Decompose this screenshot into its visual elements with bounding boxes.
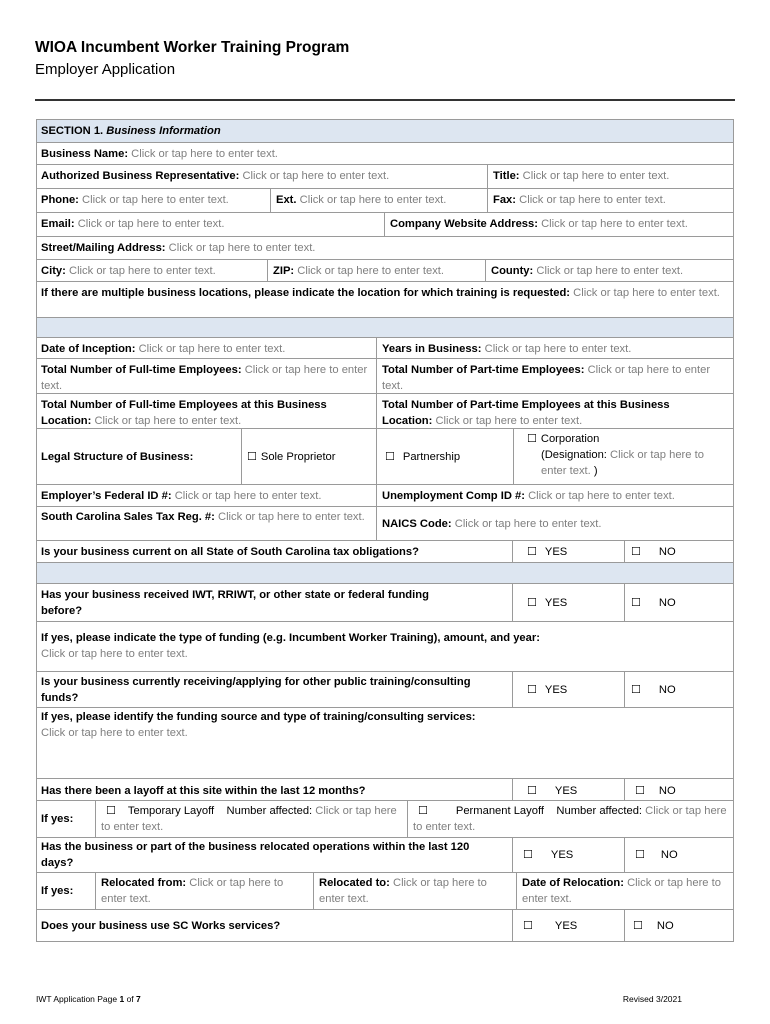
document-title: WIOA Incumbent Worker Training Program bbox=[35, 39, 350, 56]
section-1-header bbox=[36, 119, 734, 143]
section-prefix: SECTION 1. bbox=[41, 125, 104, 137]
tax-current-question: Is your business current on all State of South Carolina tax obligations? bbox=[36, 541, 513, 563]
funding-source-input[interactable]: Click or tap here to enter text. bbox=[41, 727, 188, 739]
prior-funding-no[interactable]: ☐ NO bbox=[625, 584, 734, 622]
relocated-question: Has the business or part of the business relocated operations within the last 120 days? bbox=[36, 838, 513, 873]
sc-works-no-checkbox[interactable]: ☐ bbox=[633, 918, 643, 932]
title-input[interactable]: Click or tap here to enter text. bbox=[522, 170, 670, 182]
sole-proprietor-option[interactable]: ☐ Sole Proprietor bbox=[242, 429, 377, 485]
parttime-employees-input[interactable]: Click or tap here to enter text. bbox=[382, 364, 711, 392]
section-spacer-2 bbox=[36, 563, 734, 584]
prior-funding-yes-checkbox[interactable]: ☐ bbox=[527, 595, 537, 609]
sales-tax-field[interactable]: South Carolina Sales Tax Reg. #: Click or tap here to enter text. bbox=[36, 507, 377, 541]
tax-current-no[interactable]: ☐ NO bbox=[625, 541, 734, 563]
zip-field[interactable]: ZIP: Click or tap here to enter text. bbox=[268, 260, 486, 282]
fax-field[interactable]: Fax: Click or tap here to enter text. bbox=[488, 189, 734, 213]
prior-funding-no-checkbox[interactable]: ☐ bbox=[631, 595, 641, 609]
federal-id-field[interactable]: Employer’s Federal ID #: Click or tap here to enter text. bbox=[36, 485, 377, 507]
receiving-other-question: Is your business currently receiving/applying for other public training/consulting funds? bbox=[36, 672, 513, 708]
website-input[interactable]: Click or tap here to enter text. bbox=[541, 218, 688, 230]
layoff-question: Has there been a layoff at this site within the last 12 months? bbox=[36, 779, 513, 801]
business-name-field[interactable]: Business Name: Click or tap here to enter text. bbox=[36, 143, 734, 165]
relocated-from-field[interactable]: Relocated from: Click or tap here to enter text. bbox=[96, 873, 314, 910]
fulltime-location-field[interactable]: Total Number of Full-time Employees at this Business Location: Click or tap here to enter text. bbox=[36, 394, 377, 429]
parttime-location-field[interactable]: Total Number of Part-time Employees at this Business Location: Click or tap here to enter text. bbox=[377, 394, 734, 429]
header-divider bbox=[35, 99, 735, 101]
county-input[interactable]: Click or tap here to enter text. bbox=[536, 265, 684, 277]
page-number: IWT Application Page 1 of 7 bbox=[36, 994, 141, 1004]
legal-structure-label: Legal Structure of Business: bbox=[36, 429, 242, 485]
title-field[interactable]: Title: Click or tap here to enter text. bbox=[488, 165, 734, 189]
fulltime-employees-field[interactable]: Total Number of Full-time Employees: Click or tap here to enter text. bbox=[36, 359, 377, 394]
unemployment-id-field[interactable]: Unemployment Comp ID #: Click or tap here to enter text. bbox=[377, 485, 734, 507]
fulltime-employees-input[interactable]: Click or tap here to enter text. bbox=[41, 364, 368, 392]
phone-input[interactable]: Click or tap here to enter text. bbox=[82, 194, 229, 206]
sc-works-question: Does your business use SC Works services? bbox=[36, 910, 513, 942]
permanent-layoff-option[interactable]: ☐ Permanent Layoff Number affected: Click or tap here to enter text. bbox=[408, 801, 734, 838]
layoff-no-checkbox[interactable]: ☐ bbox=[635, 783, 645, 797]
permanent-affected-input[interactable]: Click or tap here to enter text. bbox=[413, 805, 727, 833]
authorized-rep-input[interactable]: Click or tap here to enter text. bbox=[242, 170, 390, 182]
email-field[interactable]: Email: Click or tap here to enter text. bbox=[36, 213, 385, 237]
sole-proprietor-checkbox[interactable]: ☐ bbox=[247, 449, 257, 463]
date-inception-field[interactable]: Date of Inception: Click or tap here to enter text. bbox=[36, 338, 377, 359]
funding-type-field[interactable]: If yes, please indicate the type of funding (e.g. Incumbent Worker Training), amount, and year: Click or tap here to enter text. bbox=[36, 622, 734, 672]
tax-current-yes-checkbox[interactable]: ☐ bbox=[527, 544, 537, 558]
parttime-location-input[interactable]: Click or tap here to enter text. bbox=[435, 415, 583, 427]
layoff-no[interactable]: ☐ NO bbox=[625, 779, 734, 801]
street-address-field[interactable]: Street/Mailing Address: Click or tap here to enter text. bbox=[36, 237, 734, 260]
relocated-to-field[interactable]: Relocated to: Click or tap here to enter text. bbox=[314, 873, 517, 910]
corporation-option[interactable]: ☐ Corporation (Designation: Click or tap here to enter text. ) bbox=[514, 429, 734, 485]
date-relocation-input[interactable]: Click or tap here to enter text. bbox=[522, 877, 721, 905]
receiving-other-yes[interactable]: ☐ YES bbox=[513, 672, 625, 708]
sc-works-yes[interactable]: ☐ YES bbox=[513, 910, 625, 942]
phone-field[interactable]: Phone: Click or tap here to enter text. bbox=[36, 189, 271, 213]
website-field[interactable]: Company Website Address: Click or tap here to enter text. bbox=[385, 213, 734, 237]
designation-input[interactable]: Click or tap here to enter text. bbox=[541, 449, 704, 477]
relocated-to-input[interactable]: Click or tap here to enter text. bbox=[319, 877, 487, 905]
receiving-other-yes-checkbox[interactable]: ☐ bbox=[527, 682, 537, 696]
federal-id-input[interactable]: Click or tap here to enter text. bbox=[174, 490, 322, 502]
layoff-if-yes-label: If yes: bbox=[36, 801, 96, 838]
temporary-layoff-checkbox[interactable]: ☐ bbox=[106, 804, 116, 817]
tax-current-yes[interactable]: ☐ YES bbox=[513, 541, 625, 563]
email-input[interactable]: Click or tap here to enter text. bbox=[77, 218, 225, 230]
partnership-option[interactable]: ☐ Partnership bbox=[377, 429, 514, 485]
unemployment-id-input[interactable]: Click or tap here to enter text. bbox=[528, 490, 675, 502]
naics-input[interactable]: Click or tap here to enter text. bbox=[454, 517, 602, 530]
temporary-affected-input[interactable]: Click or tap here to enter text. bbox=[101, 805, 397, 833]
parttime-employees-field[interactable]: Total Number of Part-time Employees: Click or tap here to enter text. bbox=[377, 359, 734, 394]
tax-current-no-checkbox[interactable]: ☐ bbox=[631, 544, 641, 558]
date-relocation-field[interactable]: Date of Relocation: Click or tap here to enter text. bbox=[517, 873, 734, 910]
ext-input[interactable]: Click or tap here to enter text. bbox=[299, 194, 447, 206]
layoff-yes-checkbox[interactable]: ☐ bbox=[527, 783, 537, 797]
section-spacer bbox=[36, 318, 734, 338]
document-subtitle: Employer Application bbox=[35, 61, 176, 78]
years-business-field[interactable]: Years in Business: Click or tap here to enter text. bbox=[377, 338, 734, 359]
sc-works-yes-checkbox[interactable]: ☐ bbox=[523, 918, 533, 932]
ext-field[interactable]: Ext. Click or tap here to enter text. bbox=[271, 189, 488, 213]
naics-field[interactable]: NAICS Code: Click or tap here to enter text. bbox=[377, 507, 734, 541]
sales-tax-input[interactable]: Click or tap here to enter text. bbox=[217, 511, 365, 523]
funding-source-field[interactable]: If yes, please identify the funding source and type of training/consulting services: Click or tap here to enter text. bbox=[36, 708, 734, 779]
relocated-no-checkbox[interactable]: ☐ bbox=[635, 848, 645, 861]
fulltime-location-input[interactable]: Click or tap here to enter text. bbox=[94, 415, 242, 427]
fax-input[interactable]: Click or tap here to enter text. bbox=[519, 194, 666, 206]
multiple-locations-field[interactable]: If there are multiple business locations, please indicate the location for which training is requested: Click or tap here to enter text. bbox=[36, 282, 734, 318]
sc-works-no[interactable]: ☐ NO bbox=[625, 910, 734, 942]
years-business-input[interactable]: Click or tap here to enter text. bbox=[484, 343, 632, 355]
section-title: Business Information bbox=[106, 125, 221, 137]
receiving-other-no[interactable]: ☐ NO bbox=[625, 672, 734, 708]
permanent-layoff-checkbox[interactable]: ☐ bbox=[418, 804, 428, 817]
relocated-from-input[interactable]: Click or tap here to enter text. bbox=[101, 877, 284, 905]
business-name-input[interactable]: Click or tap here to enter text. bbox=[131, 148, 278, 160]
funding-type-input[interactable]: Click or tap here to enter text. bbox=[41, 648, 188, 660]
prior-funding-yes[interactable]: ☐ YES bbox=[513, 584, 625, 622]
city-input[interactable]: Click or tap here to enter text. bbox=[68, 265, 216, 277]
zip-input[interactable]: Click or tap here to enter text. bbox=[297, 265, 444, 277]
date-inception-input[interactable]: Click or tap here to enter text. bbox=[138, 343, 286, 355]
multiple-locations-input[interactable]: Click or tap here to enter text. bbox=[573, 287, 720, 299]
corporation-checkbox[interactable]: ☐ bbox=[527, 432, 537, 445]
relocated-yes[interactable]: ☐ YES bbox=[513, 838, 625, 873]
layoff-yes[interactable]: ☐ YES bbox=[513, 779, 625, 801]
temporary-layoff-option[interactable]: ☐ Temporary Layoff Number affected: Click or tap here to enter text. bbox=[96, 801, 408, 838]
relocated-if-yes-label: If yes: bbox=[36, 873, 96, 910]
partnership-checkbox[interactable]: ☐ bbox=[385, 449, 395, 463]
relocated-yes-checkbox[interactable]: ☐ bbox=[523, 848, 533, 861]
city-field[interactable]: City: Click or tap here to enter text. bbox=[36, 260, 268, 282]
revision-date: Revised 3/2021 bbox=[622, 994, 682, 1004]
receiving-other-no-checkbox[interactable]: ☐ bbox=[631, 682, 641, 696]
county-field[interactable]: County: Click or tap here to enter text. bbox=[486, 260, 734, 282]
relocated-no[interactable]: ☐ NO bbox=[625, 838, 734, 873]
authorized-rep-field[interactable]: Authorized Business Representative: Click or tap here to enter text. bbox=[36, 165, 488, 189]
street-address-input[interactable]: Click or tap here to enter text. bbox=[168, 242, 316, 254]
prior-funding-question: Has your business received IWT, RRIWT, or other state or federal funding before? bbox=[36, 584, 513, 622]
